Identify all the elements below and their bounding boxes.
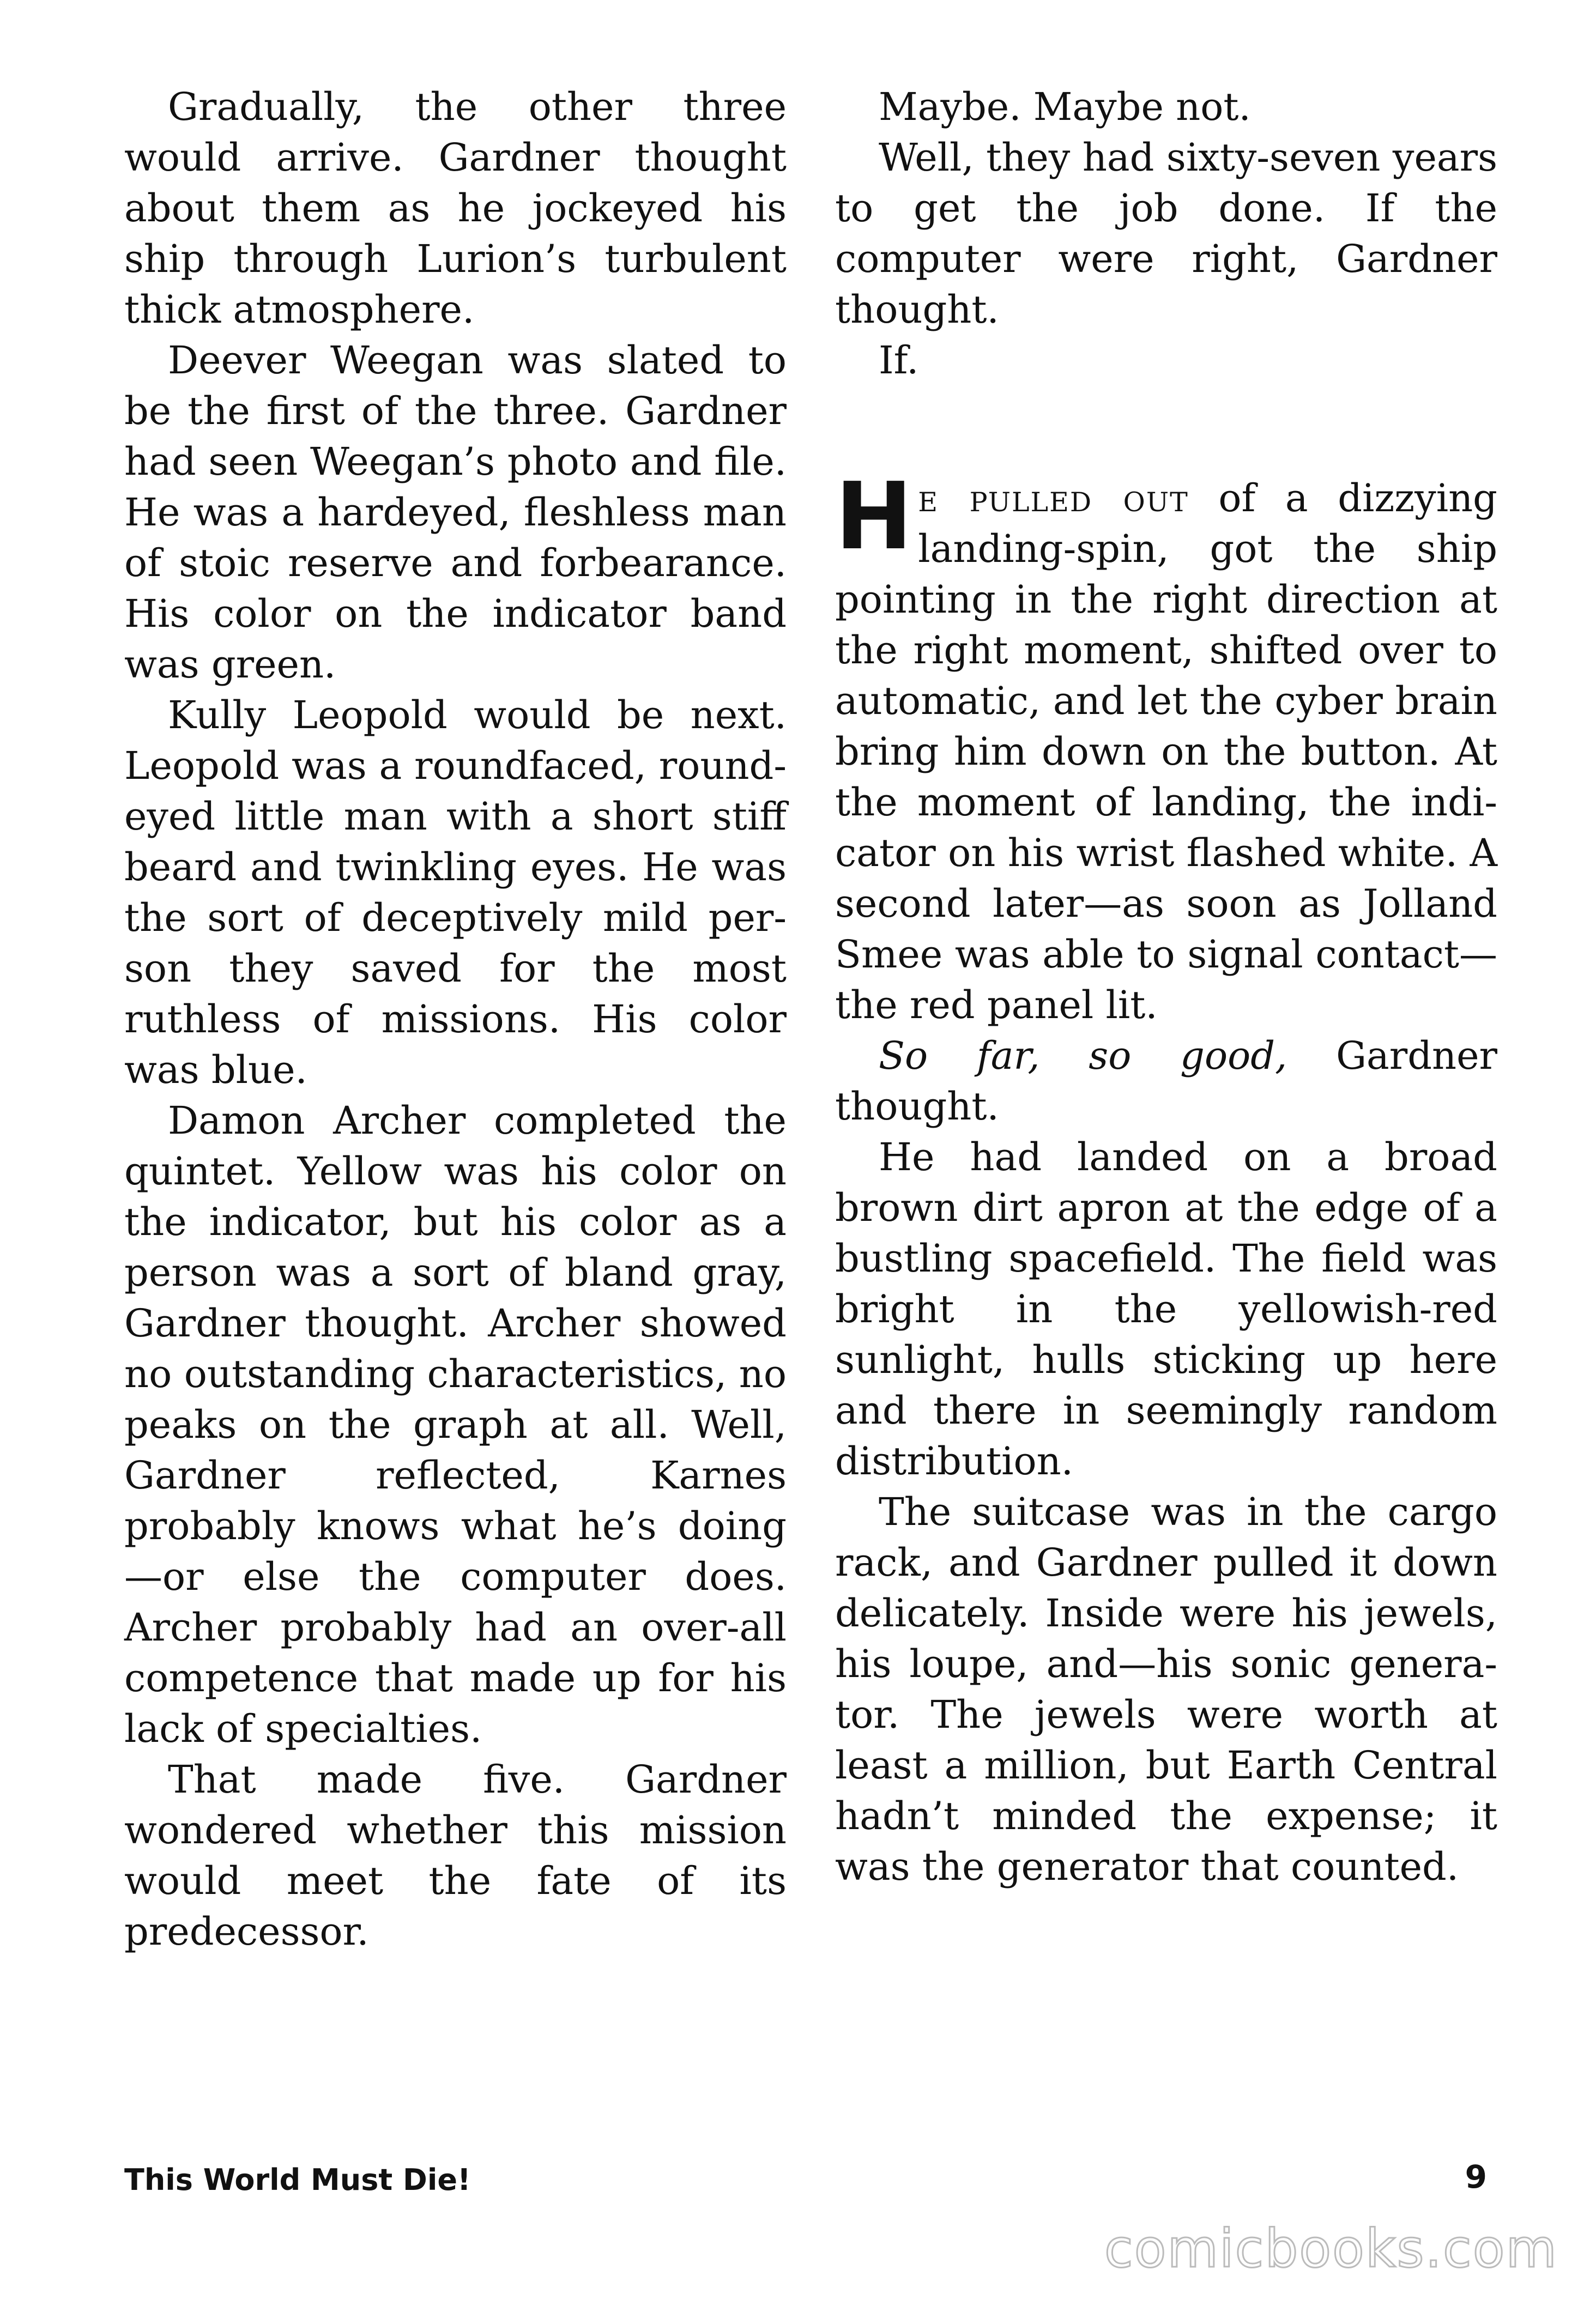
small-caps-lead: e pulled out [918, 476, 1189, 520]
watermark: comicbooks.com [1104, 2218, 1558, 2279]
dropcap-paragraph [835, 463, 1497, 1031]
paragraph [835, 1031, 1497, 1132]
left-column [124, 82, 787, 1957]
running-footer-title: This World Must Die! [124, 2163, 471, 2197]
paragraph: If. [879, 338, 919, 383]
italic-thought: So far, so good, [879, 1033, 1287, 1078]
right-column [835, 82, 1497, 1892]
paragraph: Kully Leopold would be next. Leopold was a roundfaced, round-eyed little man with a short stiff beard and twinkling eyes. He was the sort of deceptively mild person they saved for the most ruthless of missions. His color was blue. [124, 693, 787, 1092]
paragraph: Well, they had sixty-seven years to get the job done. If the computer were right, Gardner thought. [835, 135, 1497, 332]
paragraph: The suitcase was in the cargo rack, and Gardner pulled it down delicately. Inside were his jewels, his loupe, and—his sonic generator. The jewels were worth at least a million, but Earth Central hadn’t minded the expense; it was the generator that counted. [835, 1490, 1497, 1889]
drop-cap-letter: H [835, 463, 911, 571]
paragraph: He had landed on a broad brown dirt apron at the edge of a bustling spacefield. The field was bright in the yellowish-red sunlight, hulls sticking up here and there in seemingly random distribution. [835, 1135, 1497, 1484]
paragraph: Deever Weegan was slated to be the first of the three. Gardner had seen Weegan’s photo and file. He was a hardeyed, fleshless man of stoic reserve and forbearance. His color on the indicator band was green. [124, 338, 787, 687]
paragraph: Gradually, the other three would arrive. Gardner thought about them as he jockeyed his ship through Lurion’s turbulent thick atmosphere. [124, 84, 787, 332]
paragraph: Damon Archer completed the quintet. Yellow was his color on the indicator, but his color as a person was a sort of bland gray, Gardner thought. Archer showed no outstanding characteristics, no peaks on the graph at all. Well, Gardner reflected, Karnes probably knows what he’s doing—or else the computer does. Archer probably had an over-all competence that made up for his lack of specialties. [124, 1098, 787, 1751]
section-break [835, 386, 1497, 473]
paragraph-text: Gardner thought. [835, 1033, 1497, 1129]
page-number: 9 [1465, 2158, 1487, 2195]
paragraph-text: of a dizzying landing-spin, got the ship pointing in the right direction at the right moment, shifted over to automatic, and let the cyber brain bring him down on the button. At the moment of landing, the indicator on his wrist flashed white. A second later—as soon as Jolland Smee was able to signal contact—the red panel lit. [835, 476, 1497, 1027]
paragraph: That made five. Gardner wondered whether this mission would meet the fate of its predecessor. [124, 1757, 787, 1954]
paragraph: Maybe. Maybe not. [879, 84, 1251, 129]
